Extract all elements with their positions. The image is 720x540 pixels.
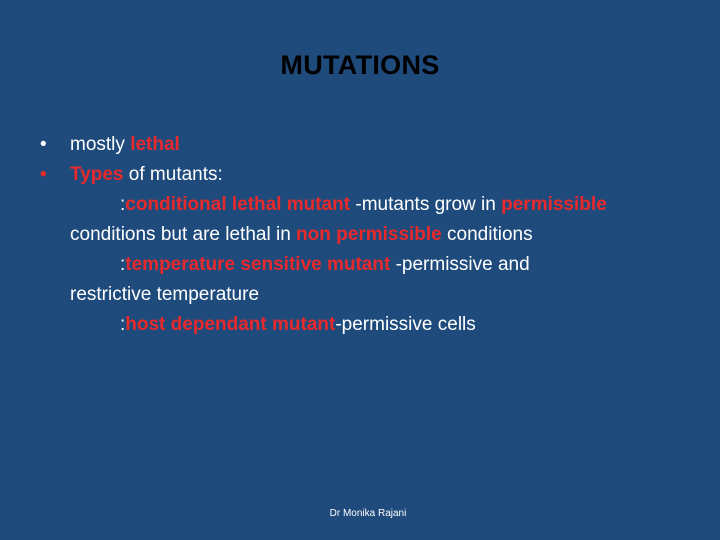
slide-title: MUTATIONS — [280, 50, 440, 80]
subitem1-term2: permissible — [501, 194, 607, 215]
subitem3-term: host dependant mutant — [125, 314, 336, 335]
subitem1-text: -mutants grow in — [350, 194, 502, 215]
subitem1-term: conditional lethal mutant — [125, 194, 351, 215]
bullet-dot-icon: • — [40, 134, 47, 155]
subitem-temperature-line1 — [40, 250, 700, 280]
bullet-item-mostly-lethal — [40, 130, 700, 160]
bullet1-text: mostly — [70, 134, 131, 155]
subitem2-line2: restrictive temperature — [70, 284, 260, 305]
slide-footer-author: Dr Monika Rajani — [329, 508, 407, 519]
slide-content — [40, 130, 700, 340]
bullet-item-types — [40, 160, 700, 190]
subitem1-line2-text-a: conditions but are lethal in — [70, 224, 297, 245]
subitem1-line2-text-b: conditions — [441, 224, 533, 245]
subitem2-text: -permissive and — [390, 254, 530, 275]
subitem-host-dependant — [40, 310, 700, 340]
bullet-dot-icon: • — [40, 164, 47, 185]
bullet2-highlight: Types — [70, 164, 124, 185]
subitem2-term: temperature sensitive mutant — [125, 254, 391, 275]
subitem2-prefix: : — [120, 254, 126, 275]
subitem1-term3: non permissible — [296, 224, 442, 245]
subitem-conditional-lethal-line1 — [40, 190, 700, 220]
subitem-temperature-line2 — [40, 280, 700, 310]
subitem1-prefix: : — [120, 194, 126, 215]
bullet1-highlight: lethal — [130, 134, 180, 155]
subitem-conditional-lethal-line2 — [40, 220, 700, 250]
subitem3-text: -permissive cells — [335, 314, 476, 335]
bullet2-text: of mutants: — [123, 164, 223, 185]
subitem3-prefix: : — [120, 314, 126, 335]
